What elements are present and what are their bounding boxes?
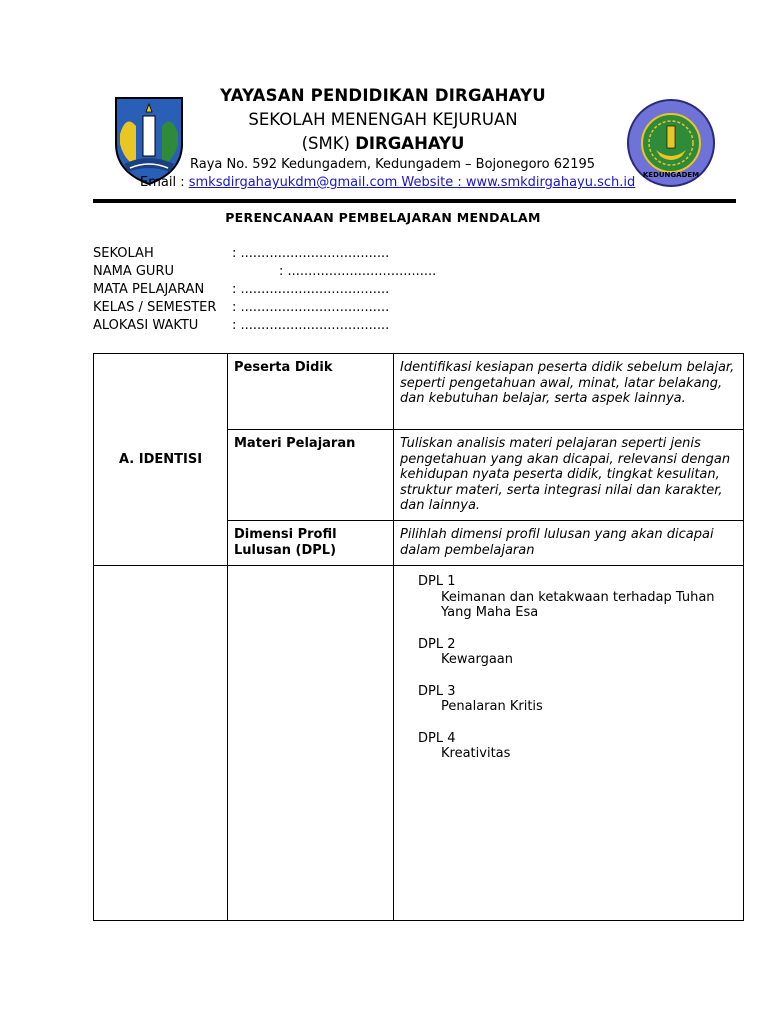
dpl-list xyxy=(394,566,744,921)
form-value: : .................................... xyxy=(232,300,390,315)
row-description: Identifikasi kesiapan peserta didik sebelum belajar, seperti pengetahuan awal, minat, latar belakang, dan kebutuhan belajar, serta aspek lainnya. xyxy=(394,354,744,430)
school-name: DIRGAHAYU xyxy=(355,134,465,153)
form-row xyxy=(93,299,390,317)
row-label: Dimensi Profil Lulusan (DPL) xyxy=(228,521,394,566)
table-row xyxy=(94,354,744,430)
document-title: PERENCANAAN PEMBELAJARAN MENDALAM xyxy=(225,210,541,225)
dpl-code: DPL 4 xyxy=(418,730,456,746)
dpl-name: Keimanan dan ketakwaan terhadap Tuhan Yang Maha Esa xyxy=(441,589,715,620)
form-row xyxy=(93,281,390,299)
dpl-code: DPL 3 xyxy=(418,683,456,699)
seal-text: KEDUNGADEM xyxy=(642,171,700,179)
form-value: : .................................... xyxy=(232,318,390,333)
form-value: : .................................... xyxy=(279,264,437,279)
dpl-name: Kewargaan xyxy=(441,652,514,667)
form-value: : .................................... xyxy=(232,282,390,297)
row-description: Pilihlah dimensi profil lulusan yang akan dicapai dalam pembelajaran xyxy=(394,521,744,566)
section-label: A. IDENTISI xyxy=(94,354,228,566)
form-row xyxy=(93,263,437,281)
dpl-code: DPL 2 xyxy=(418,636,456,652)
dpl-name: Penalaran Kritis xyxy=(441,699,543,714)
row-label: Peserta Didik xyxy=(228,354,394,430)
foundation-seal-logo xyxy=(626,98,716,188)
form-row xyxy=(93,245,390,263)
row-label: Materi Pelajaran xyxy=(228,430,394,521)
row-description: Tuliskan analisis materi pelajaran seperti jenis pengetahuan yang akan dicapai, relevansi dengan kehidupan nyata peserta didik, tingkat kesulitan, struktur materi, serta integrasi nilai dan karakter, dan lainnya. xyxy=(394,430,744,521)
header-divider xyxy=(93,199,736,203)
table-row xyxy=(94,566,744,921)
form-label: MATA PELAJARAN xyxy=(93,282,205,297)
foundation-name: YAYASAN PENDIDIKAN DIRGAHAYU xyxy=(220,86,546,105)
form-label: ALOKASI WAKTU xyxy=(93,318,199,333)
identification-table xyxy=(93,353,744,921)
school-type: SEKOLAH MENENGAH KEJURUAN xyxy=(248,110,518,129)
empty-cell xyxy=(94,566,228,921)
school-name-line xyxy=(160,134,606,153)
form-label: KELAS / SEMESTER xyxy=(93,300,217,315)
form-row xyxy=(93,317,390,335)
email-website-link[interactable]: smksdirgahayukdm@gmail.com Website : www.smkdirgahayu.sch.id xyxy=(188,175,636,190)
dpl-name: Kreativitas xyxy=(441,746,511,761)
form-label: SEKOLAH xyxy=(93,246,154,261)
form-value: : .................................... xyxy=(232,246,390,261)
identity-form xyxy=(93,245,437,335)
school-abbr: (SMK) xyxy=(301,134,350,153)
empty-cell xyxy=(228,566,394,921)
email-label: Email : xyxy=(140,175,185,190)
contact-line xyxy=(140,175,635,190)
school-address: Raya No. 592 Kedungadem, Kedungadem – Bojonegoro 62195 xyxy=(190,157,596,172)
form-label: NAMA GURU xyxy=(93,264,174,279)
dpl-code: DPL 1 xyxy=(418,574,456,589)
